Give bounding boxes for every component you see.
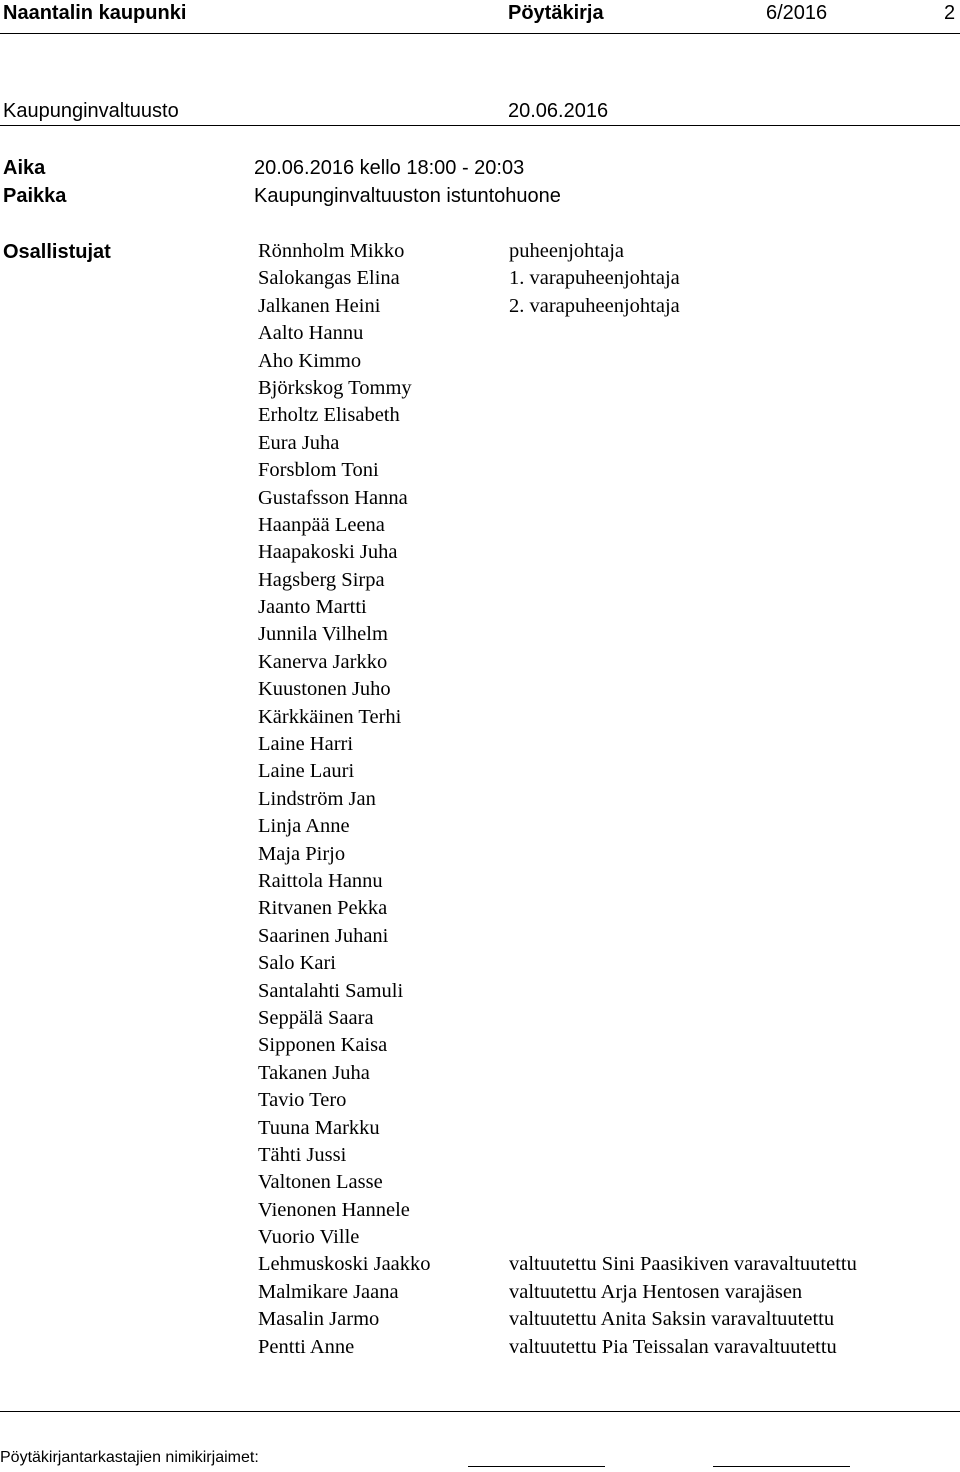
footer-divider (0, 1411, 960, 1412)
place-label: Paikka (3, 185, 67, 207)
attendee-name: Forsblom Toni (258, 459, 379, 482)
attendee-name: Jalkanen Heini (258, 294, 381, 317)
attendee-name: Laine Lauri (258, 760, 355, 783)
attendee-row (258, 923, 958, 950)
attendee-role: 2. varapuheenjohtaja (509, 294, 680, 317)
attendee-name: Tähti Jussi (258, 1143, 347, 1166)
attendee-row (258, 786, 958, 813)
attendee-row (258, 649, 958, 676)
attendee-row (258, 621, 958, 648)
attendee-name: Junnila Vilhelm (258, 623, 388, 646)
attendee-name: Eura Juha (258, 431, 340, 454)
attendee-row (258, 1169, 958, 1196)
attendee-row (258, 485, 958, 512)
attendee-row (258, 430, 958, 457)
attendee-row (258, 1251, 958, 1278)
attendee-row (258, 1197, 958, 1224)
attendee-row (258, 813, 958, 840)
time-label: Aika (3, 157, 46, 179)
attendee-name: Laine Harri (258, 733, 354, 756)
attendees-label: Osallistujat (3, 241, 111, 263)
attendee-row (258, 1032, 958, 1059)
attendee-row (258, 1142, 958, 1169)
attendee-name: Tavio Tero (258, 1089, 347, 1112)
attendee-row (258, 1279, 958, 1306)
attendee-name: Hagsberg Sirpa (258, 568, 385, 591)
attendee-row (258, 1005, 958, 1032)
attendee-name: Salo Kari (258, 952, 336, 975)
attendee-row (258, 895, 958, 922)
attendee-name: Raittola Hannu (258, 869, 383, 892)
attendee-name: Kärkkäinen Terhi (258, 705, 402, 728)
attendee-name: Saarinen Juhani (258, 924, 389, 947)
attendee-row (258, 1087, 958, 1114)
attendee-name: Salokangas Elina (258, 267, 400, 290)
footer-initials-label: Pöytäkirjantarkastajien nimikirjaimet: (0, 1449, 259, 1466)
attendee-row (258, 1224, 958, 1251)
attendee-row (258, 978, 958, 1005)
organ-name: Kaupunginvaltuusto (3, 100, 179, 122)
attendee-name: Haanpää Leena (258, 513, 385, 536)
attendee-row (258, 348, 958, 375)
attendee-row (258, 1306, 958, 1333)
attendee-name: Linja Anne (258, 815, 350, 838)
attendee-name: Vienonen Hannele (258, 1198, 410, 1221)
attendee-name: Lehmuskoski Jaakko (258, 1253, 431, 1276)
attendee-row (258, 1060, 958, 1087)
document-number: 6/2016 (766, 2, 828, 24)
attendee-row (258, 868, 958, 895)
attendee-role: valtuutettu Pia Teissalan varavaltuutettu (509, 1335, 837, 1358)
attendee-name: Tuuna Markku (258, 1116, 380, 1139)
attendee-name: Sipponen Kaisa (258, 1034, 388, 1057)
attendee-name: Seppälä Saara (258, 1006, 374, 1029)
attendee-name: Malmikare Jaana (258, 1280, 399, 1303)
place-value: Kaupunginvaltuuston istuntohuone (254, 185, 561, 207)
municipality-name: Naantalin kaupunki (3, 2, 187, 24)
attendee-role: valtuutettu Sini Paasikiven varavaltuutettu (509, 1253, 857, 1276)
attendee-row (258, 704, 958, 731)
attendee-name: Vuorio Ville (258, 1226, 360, 1249)
attendee-row (258, 512, 958, 539)
attendee-row (258, 1115, 958, 1142)
attendee-name: Erholtz Elisabeth (258, 404, 400, 427)
attendee-row (258, 265, 958, 292)
time-value: 20.06.2016 kello 18:00 - 20:03 (254, 157, 525, 179)
attendee-role: puheenjohtaja (509, 240, 624, 262)
attendee-row (258, 402, 958, 429)
attendee-role: valtuutettu Anita Saksin varavaltuutettu (509, 1308, 835, 1331)
attendee-name: Valtonen Lasse (258, 1171, 383, 1194)
attendee-name: Lindström Jan (258, 787, 376, 810)
attendee-row (258, 293, 958, 320)
attendee-name: Kuustonen Juho (258, 678, 391, 701)
attendee-row (258, 676, 958, 703)
attendee-row (258, 539, 958, 566)
attendee-row (258, 594, 958, 621)
page-number: 2 (944, 2, 956, 24)
attendee-list (258, 238, 958, 1361)
attendee-name: Maja Pirjo (258, 842, 346, 865)
header-divider (0, 33, 960, 34)
attendee-name: Pentti Anne (258, 1335, 355, 1358)
document-type: Pöytäkirja (508, 2, 604, 24)
initials-line-2 (713, 1466, 850, 1467)
attendee-name: Masalin Jarmo (258, 1308, 380, 1331)
attendee-row (258, 1334, 958, 1361)
organ-date: 20.06.2016 (508, 100, 609, 122)
attendee-name: Takanen Juha (258, 1061, 370, 1084)
attendee-role: 1. varapuheenjohtaja (509, 267, 680, 290)
attendee-row (258, 320, 958, 347)
attendee-name: Aalto Hannu (258, 322, 364, 345)
attendee-name: Kanerva Jarkko (258, 650, 388, 673)
attendee-name: Haapakoski Juha (258, 541, 398, 564)
initials-line-1 (468, 1466, 605, 1467)
page-header (0, 0, 960, 30)
attendee-row (258, 758, 958, 785)
attendee-name: Rönnholm Mikko (258, 240, 405, 262)
attendee-row (258, 238, 958, 265)
attendee-role: valtuutettu Arja Hentosen varajäsen (509, 1280, 803, 1303)
attendee-name: Björkskog Tommy (258, 376, 412, 399)
attendee-name: Jaanto Martti (258, 596, 367, 619)
attendee-row (258, 950, 958, 977)
attendee-row (258, 567, 958, 594)
attendee-name: Aho Kimmo (258, 349, 362, 372)
attendee-row (258, 375, 958, 402)
attendee-name: Gustafsson Hanna (258, 486, 408, 509)
attendee-row (258, 841, 958, 868)
organ-divider (0, 125, 960, 126)
attendee-row (258, 457, 958, 484)
attendee-name: Santalahti Samuli (258, 979, 404, 1002)
attendee-row (258, 731, 958, 758)
attendee-name: Ritvanen Pekka (258, 897, 388, 920)
